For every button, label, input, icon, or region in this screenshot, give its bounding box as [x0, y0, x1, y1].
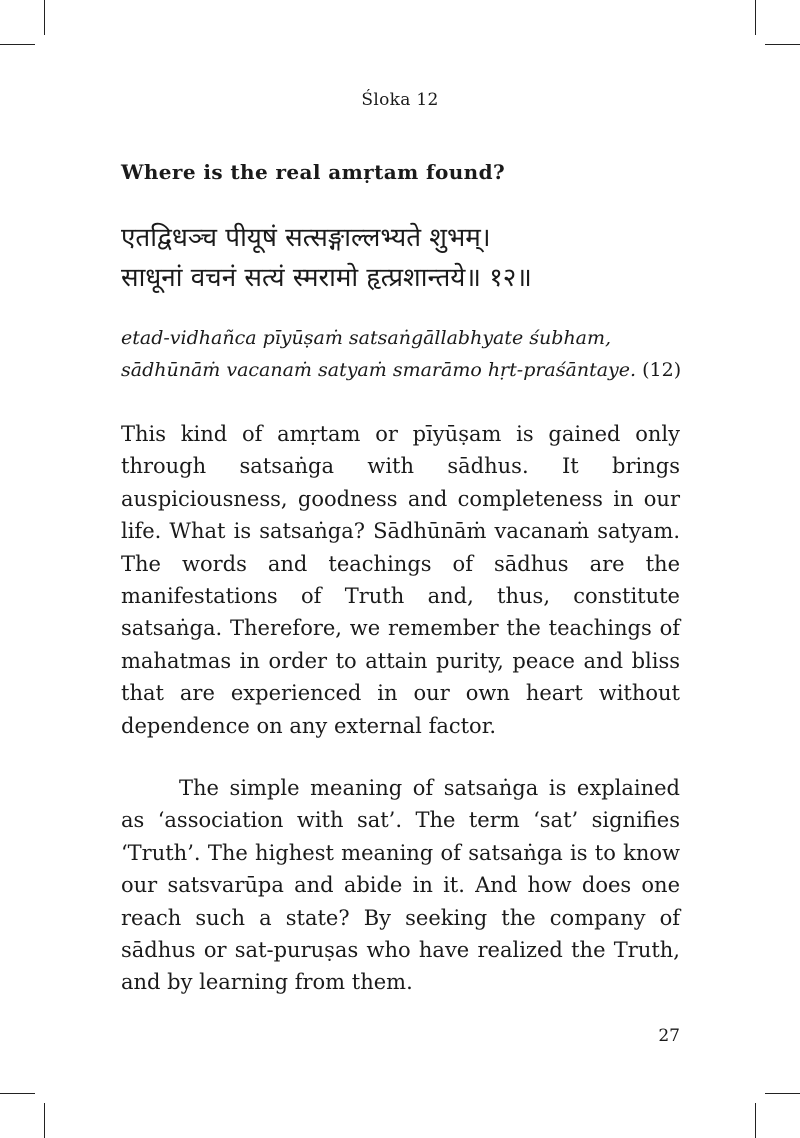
body-paragraph: The simple meaning of satsaṅga is explained as ‘association with sat’. The term ‘sat’ signifies ‘Truth’. The highest meaning of satsaṅga is to know our satsvarūpa and abide in it. And how does one reach such a state? By seeking the company of sādhus or sat-puruṣas who have realized the Truth, and by learning from them. [121, 776, 680, 995]
crop-mark [755, 1103, 756, 1138]
crop-mark [765, 44, 800, 45]
crop-mark [0, 44, 35, 45]
transliteration-text: etad-vidhañca pīyūṣaṁ satsaṅgāllabhyate śubham, [121, 327, 612, 349]
crop-mark [755, 0, 756, 35]
verse-transliteration [121, 322, 701, 386]
verse-line: साधूनां वचनं सत्यं स्मरामो हृत्प्रशान्तये॥ १२॥ [121, 263, 532, 293]
crop-mark [44, 1103, 45, 1138]
transliteration-text: sādhūnāṁ vacanaṁ satyaṁ smarāmo hṛt-praśāntaye. [121, 359, 637, 381]
verse-line: एतद्विधञ्च पीयूषं सत्सङ्गाल्लभ्यते शुभम्। [121, 223, 491, 253]
section-question: Where is the real amṛtam found? [121, 160, 506, 184]
transliteration-line [121, 354, 701, 386]
verse-number: (12) [636, 359, 682, 381]
running-head: Śloka 12 [361, 90, 439, 110]
crop-mark [765, 1093, 800, 1094]
transliteration-line [121, 322, 701, 354]
body-paragraph: This kind of amṛtam or pīyūṣam is gained only through satsaṅga with sādhus. It brings auspiciousness, goodness and completeness in our life. What is satsaṅga? Sādhūnāṁ vacanaṁ satyam. The words and teachings of sādhus are the manifestations of Truth and, thus, constitute satsaṅga. Therefore, we remember the teachings of mahatmas in order to attain purity, peace and bliss that are experienced in our own heart without dependence on any external factor. [121, 422, 680, 738]
crop-mark [0, 1093, 35, 1094]
page-number: 27 [658, 1026, 680, 1046]
verse-devanagari [121, 218, 701, 298]
crop-mark [44, 0, 45, 35]
